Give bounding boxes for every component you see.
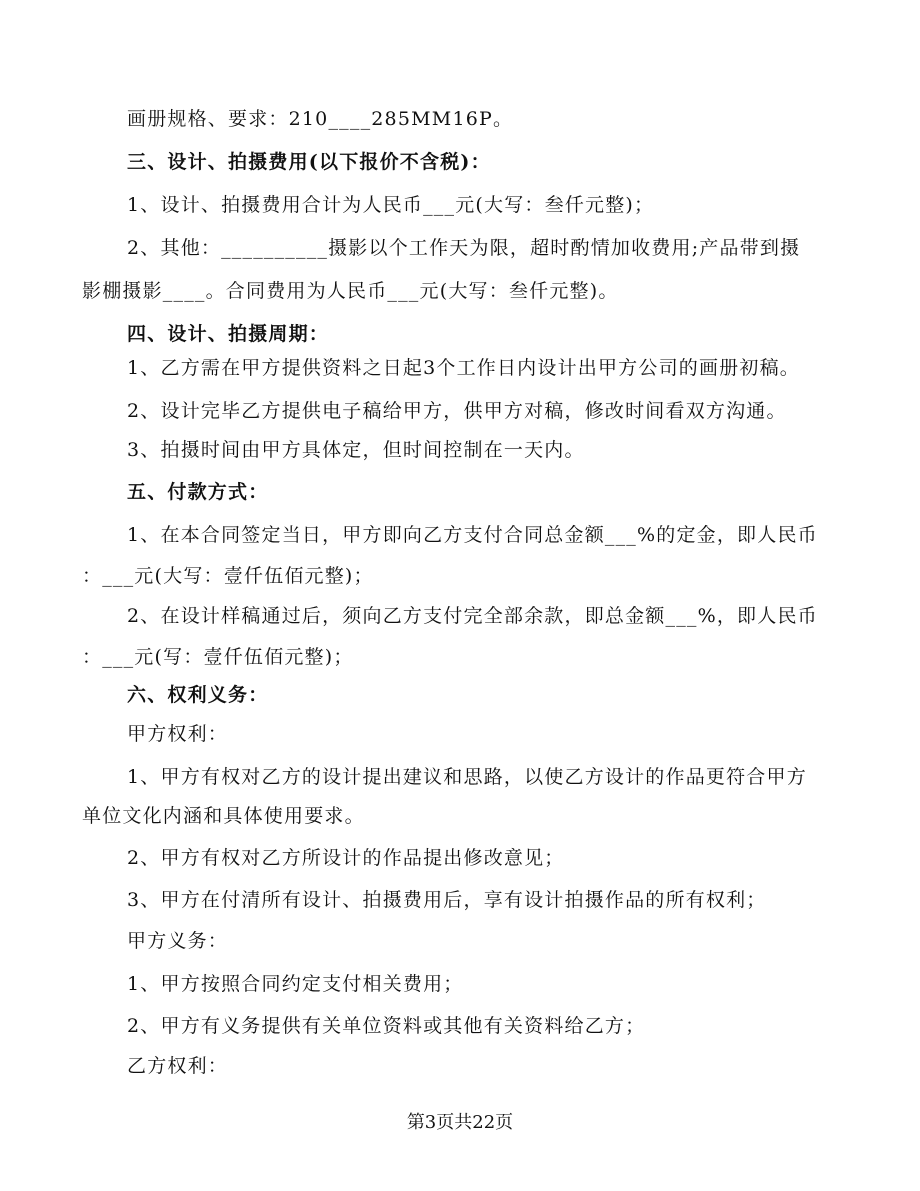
paragraph: 2、甲方有权对乙方所设计的作品提出修改意见；	[127, 847, 565, 869]
paragraph: 2、设计完毕乙方提供电子稿给甲方，供甲方对稿，修改时间看双方沟通。	[127, 400, 787, 422]
section-heading: 四、设计、拍摄周期：	[127, 323, 330, 345]
paragraph: 画册规格、要求：210____285MM16P。	[127, 108, 514, 130]
subheading: 乙方权利：	[127, 1055, 229, 1077]
paragraph: 1、乙方需在甲方提供资料之日起3个工作日内设计出甲方公司的画册初稿。	[127, 357, 800, 379]
subheading: 甲方义务：	[127, 930, 229, 952]
paragraph: 1、在本合同签定当日，甲方即向乙方支付合同总金额___%的定金，即人民币	[127, 524, 818, 546]
page-number-footer: 第3页共22页	[406, 1112, 514, 1133]
paragraph-continuation: 单位文化内涵和具体使用要求。	[82, 805, 365, 827]
paragraph: 2、甲方有义务提供有关单位资料或其他有关资料给乙方；	[127, 1015, 646, 1037]
paragraph: 1、设计、拍摄费用合计为人民币___元(大写：叁仟元整)；	[127, 194, 655, 216]
section-heading: 五、付款方式：	[127, 481, 269, 503]
paragraph-continuation: ：___元(大写：壹仟伍佰元整)；	[82, 565, 374, 587]
paragraph: 1、甲方有权对乙方的设计提出建议和思路，以使乙方设计的作品更符合甲方	[127, 766, 807, 788]
paragraph: 2、在设计样稿通过后，须向乙方支付完全部余款，即总金额___%，即人民币	[127, 605, 818, 627]
paragraph: 3、拍摄时间由甲方具体定，但时间控制在一天内。	[127, 439, 585, 461]
paragraph: 3、甲方在付清所有设计、拍摄费用后，享有设计拍摄作品的所有权利；	[127, 889, 767, 911]
subheading: 甲方权利：	[127, 723, 229, 745]
paragraph-continuation: ：___元(写：壹仟伍佰元整)；	[82, 646, 354, 668]
paragraph: 1、甲方按照合同约定支付相关费用；	[127, 973, 464, 995]
paragraph-continuation: 影棚摄影____。合同费用为人民币___元(大写：叁仟元整)。	[82, 280, 619, 302]
section-heading: 三、设计、拍摄费用(以下报价不含税)：	[127, 151, 491, 173]
paragraph: 2、其他：__________摄影以个工作天为限，超时酌情加收费用;产品带到摄	[127, 237, 801, 259]
section-heading: 六、权利义务：	[127, 684, 269, 706]
